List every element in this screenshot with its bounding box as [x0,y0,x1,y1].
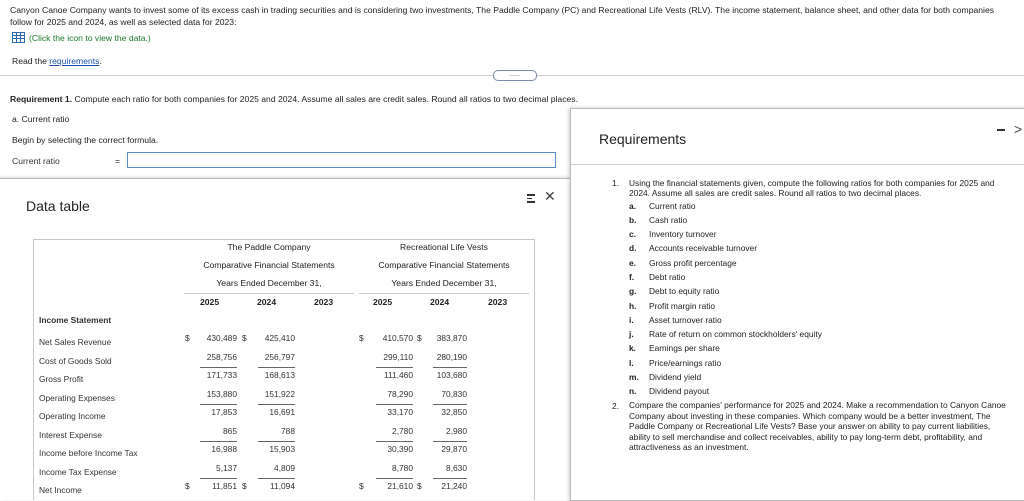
rlv-year-2023: 2023 [488,297,508,307]
current-ratio-formula-input[interactable] [127,152,556,168]
dollar-sign: $ [417,481,422,491]
item-text: Using the financial statements given, compute the following ratios for both companies for 2025 and 2024. Assume all sales are credit sales. Round all ratios to two decimal places. [629,177,995,198]
pc-company-name: The Paddle Company [227,242,311,252]
ratio-name: Dividend payout [649,386,710,397]
dollar-sign: $ [359,333,364,343]
pc-2024-value: 168,613 [264,370,295,380]
requirement-item-2 [612,399,1007,453]
subtotal-rule [376,367,413,368]
view-data-link[interactable] [12,32,151,43]
row-label: Operating Income [39,411,106,421]
requirement-item-1 [612,176,1007,199]
item-number: 2. [612,400,619,411]
dollar-sign: $ [242,333,247,343]
ratio-letter: a. [629,200,636,211]
table-icon[interactable] [12,32,25,43]
pc-2025-value: 171,733 [206,370,237,380]
ratio-letter: d. [629,243,637,254]
ratio-name: Profit margin ratio [649,300,716,311]
ratio-item [612,341,1007,355]
pc-2024-value: 788 [281,426,295,436]
rlv-2025-value: 8,780 [392,463,413,473]
ratio-name: Rate of return on common stockholders' equity [649,329,822,340]
ratio-letter: b. [629,214,637,225]
equals-sign: = [115,156,121,166]
dollar-sign: $ [417,333,422,343]
pc-statement-title: Comparative Financial Statements [203,260,335,270]
item-number: 1. [612,178,619,188]
requirement-number: Requirement 1. [10,94,73,104]
subtotal-rule [376,441,413,442]
ratio-item [612,241,1007,255]
subtotal-rule [200,441,237,442]
rlv-2025-value: 78,290 [387,389,413,399]
subtotal-rule [433,367,467,368]
row-label: Cost of Goods Sold [39,356,112,366]
ratio-list [612,199,1007,399]
rlv-2024-value: 29,870 [441,444,467,454]
ratio-name: Price/earnings ratio [649,357,722,368]
requirements-divider [571,164,1024,165]
ratio-item [612,270,1007,284]
ratio-name: Gross profit percentage [649,257,737,268]
ratio-item [612,227,1007,241]
ratio-name: Inventory turnover [649,229,717,240]
rlv-year-2025: 2025 [373,297,393,307]
ratio-name: Accounts receivable turnover [649,243,757,254]
close-requirements-button[interactable]: > [1014,121,1023,137]
subtotal-rule [433,404,467,405]
rlv-2024-value: 21,240 [441,481,467,491]
ratio-item [612,284,1007,298]
ratio-letter: n. [629,386,637,397]
ratio-name: Debt to equity ratio [649,286,720,297]
ratio-item [612,256,1007,270]
ratio-item [612,299,1007,313]
pc-2025-value: 153,880 [206,389,237,399]
subtotal-rule [433,441,467,442]
rlv-year-2024: 2024 [430,297,450,307]
item-text: Compare the companies' performance for 2025 and 2024. Make a recommendation to Canyon Canoe Company about investing in these companies. Which company would be a better investment, The Paddle Company or Recreational Life Vests? Base your answer on ability to pay current liabilities, ability to sell merchandise and collect receivables, ability to pay long-term debt, profitability, and attractiveness as an investment. [629,400,1006,453]
ratio-name: Earnings per share [649,343,720,354]
rlv-period: Years Ended December 31, [391,278,497,288]
pc-2024-value: 151,922 [264,389,295,399]
read-prefix: Read the [12,56,50,66]
ratio-letter: e. [629,257,636,268]
pc-2024-value: 15,903 [269,444,295,454]
close-data-table-button[interactable]: ✕ [544,188,556,204]
pc-year-2025: 2025 [200,297,220,307]
pc-2025-value: 11,851 [212,481,237,491]
row-label: Income before Income Tax [39,448,138,458]
row-label: Income Tax Expense [39,467,117,477]
rlv-2025-value: 30,390 [387,444,413,454]
view-data-text[interactable]: (Click the icon to view the data.) [29,32,151,43]
rlv-2024-value: 32,850 [441,407,467,417]
ratio-item [612,199,1007,213]
ratio-item [612,213,1007,227]
pc-period: Years Ended December 31, [216,278,322,288]
subtotal-rule [376,404,413,405]
subtotal-rule [433,478,467,479]
pc-2024-value: 256,797 [264,352,295,362]
rlv-statement-title: Comparative Financial Statements [378,260,510,270]
ratio-letter: j. [629,329,634,340]
expand-button[interactable]: ...... [493,70,537,81]
rlv-header-rule [359,293,529,294]
ratio-letter: h. [629,300,637,311]
ratio-item [612,370,1007,384]
subtotal-rule [376,478,413,479]
pc-2025-value: 5,137 [216,463,237,473]
ratio-name: Cash ratio [649,214,688,225]
ratio-item [612,384,1007,398]
pc-2024-value: 425,410 [264,333,295,343]
pc-2024-value: 16,691 [269,407,295,417]
rlv-2025-value: 2,780 [392,426,413,436]
ratio-name: Asset turnover ratio [649,314,722,325]
pc-2024-value: 4,809 [274,463,295,473]
pc-2025-value: 258,756 [206,352,237,362]
read-suffix: . [99,56,102,66]
ratio-letter: c. [629,229,636,240]
pc-year-2023: 2023 [314,297,334,307]
rlv-2025-value: 33,170 [387,407,413,417]
subtotal-rule [200,404,237,405]
rlv-2024-value: 383,870 [436,333,467,343]
current-ratio-label: Current ratio [12,156,60,166]
row-label: Net Income [39,485,82,495]
dollar-sign: $ [185,481,190,491]
ratio-letter: l. [629,357,634,368]
subtotal-rule [258,441,295,442]
row-label: Operating Expenses [39,393,115,403]
read-requirements [12,56,102,66]
data-table-title: Data table [26,198,90,214]
financial-statements-table [33,239,535,500]
pc-2025-value: 16,988 [211,444,237,454]
rlv-2025-value: 21,610 [387,481,413,491]
row-label: Net Sales Revenue [39,337,112,347]
section-heading: Income Statement [39,315,112,325]
ratio-letter: g. [629,286,637,297]
ratio-item [612,356,1007,370]
minimize-requirements-button[interactable] [997,129,1005,131]
dollar-sign: $ [242,481,247,491]
subtotal-rule [200,478,237,479]
ratio-item [612,313,1007,327]
rlv-2024-value: 280,190 [436,352,467,362]
rlv-2024-value: 2,980 [446,426,467,436]
requirement-text: Compute each ratio for both companies for 2025 and 2024. Assume all sales are credit sales. Round all ratios to two decimal places. [72,94,578,104]
pc-year-2024: 2024 [257,297,277,307]
dollar-sign: $ [359,481,364,491]
requirements-title: Requirements [599,131,687,147]
pc-2024-value: 11,094 [270,481,295,491]
sub-part-a: a. Current ratio [12,114,70,124]
rlv-company-name: Recreational Life Vests [400,242,488,252]
requirements-link[interactable]: requirements [49,56,100,66]
rlv-2025-value: 299,110 [383,352,413,362]
problem-intro: Canyon Canoe Company wants to invest some of its excess cash in trading securities and is considering two investments, The Paddle Company (PC) and Recreational Life Vests (RLV). The income statement, balance sheet, and other data for both companies follow for 2025 and 2024, as well as selected data for 2023: [10,5,995,27]
pc-2025-value: 865 [223,426,237,436]
row-label: Interest Expense [39,430,102,440]
ratio-letter: m. [629,372,639,383]
instruction-text: Begin by selecting the correct formula. [12,135,159,145]
rlv-2025-value: 111,460 [383,370,413,380]
pc-2025-value: 17,853 [211,407,237,417]
ratio-name: Debt ratio [649,271,686,282]
subtotal-rule [258,404,295,405]
rlv-2024-value: 8,630 [446,463,467,473]
subtotal-rule [258,478,295,479]
row-label: Gross Profit [39,374,84,384]
ratio-item [612,327,1007,341]
subtotal-rule [258,367,295,368]
requirements-list [612,176,1007,453]
pc-2025-value: 430,489 [206,333,237,343]
ratio-letter: i. [629,314,634,325]
subtotal-rule [200,367,237,368]
pc-header-rule [184,293,354,294]
ratio-letter: f. [629,271,635,282]
rlv-2025-value: 410,570 [382,333,413,343]
ratio-letter: k. [629,343,636,354]
ratio-name: Current ratio [649,200,696,211]
rlv-2024-value: 103,680 [436,370,467,380]
requirement-heading [10,94,578,104]
ratio-name: Dividend yield [649,372,702,383]
minimize-icon[interactable] [526,193,536,203]
rlv-2024-value: 70,830 [441,389,467,399]
dollar-sign: $ [185,333,190,343]
